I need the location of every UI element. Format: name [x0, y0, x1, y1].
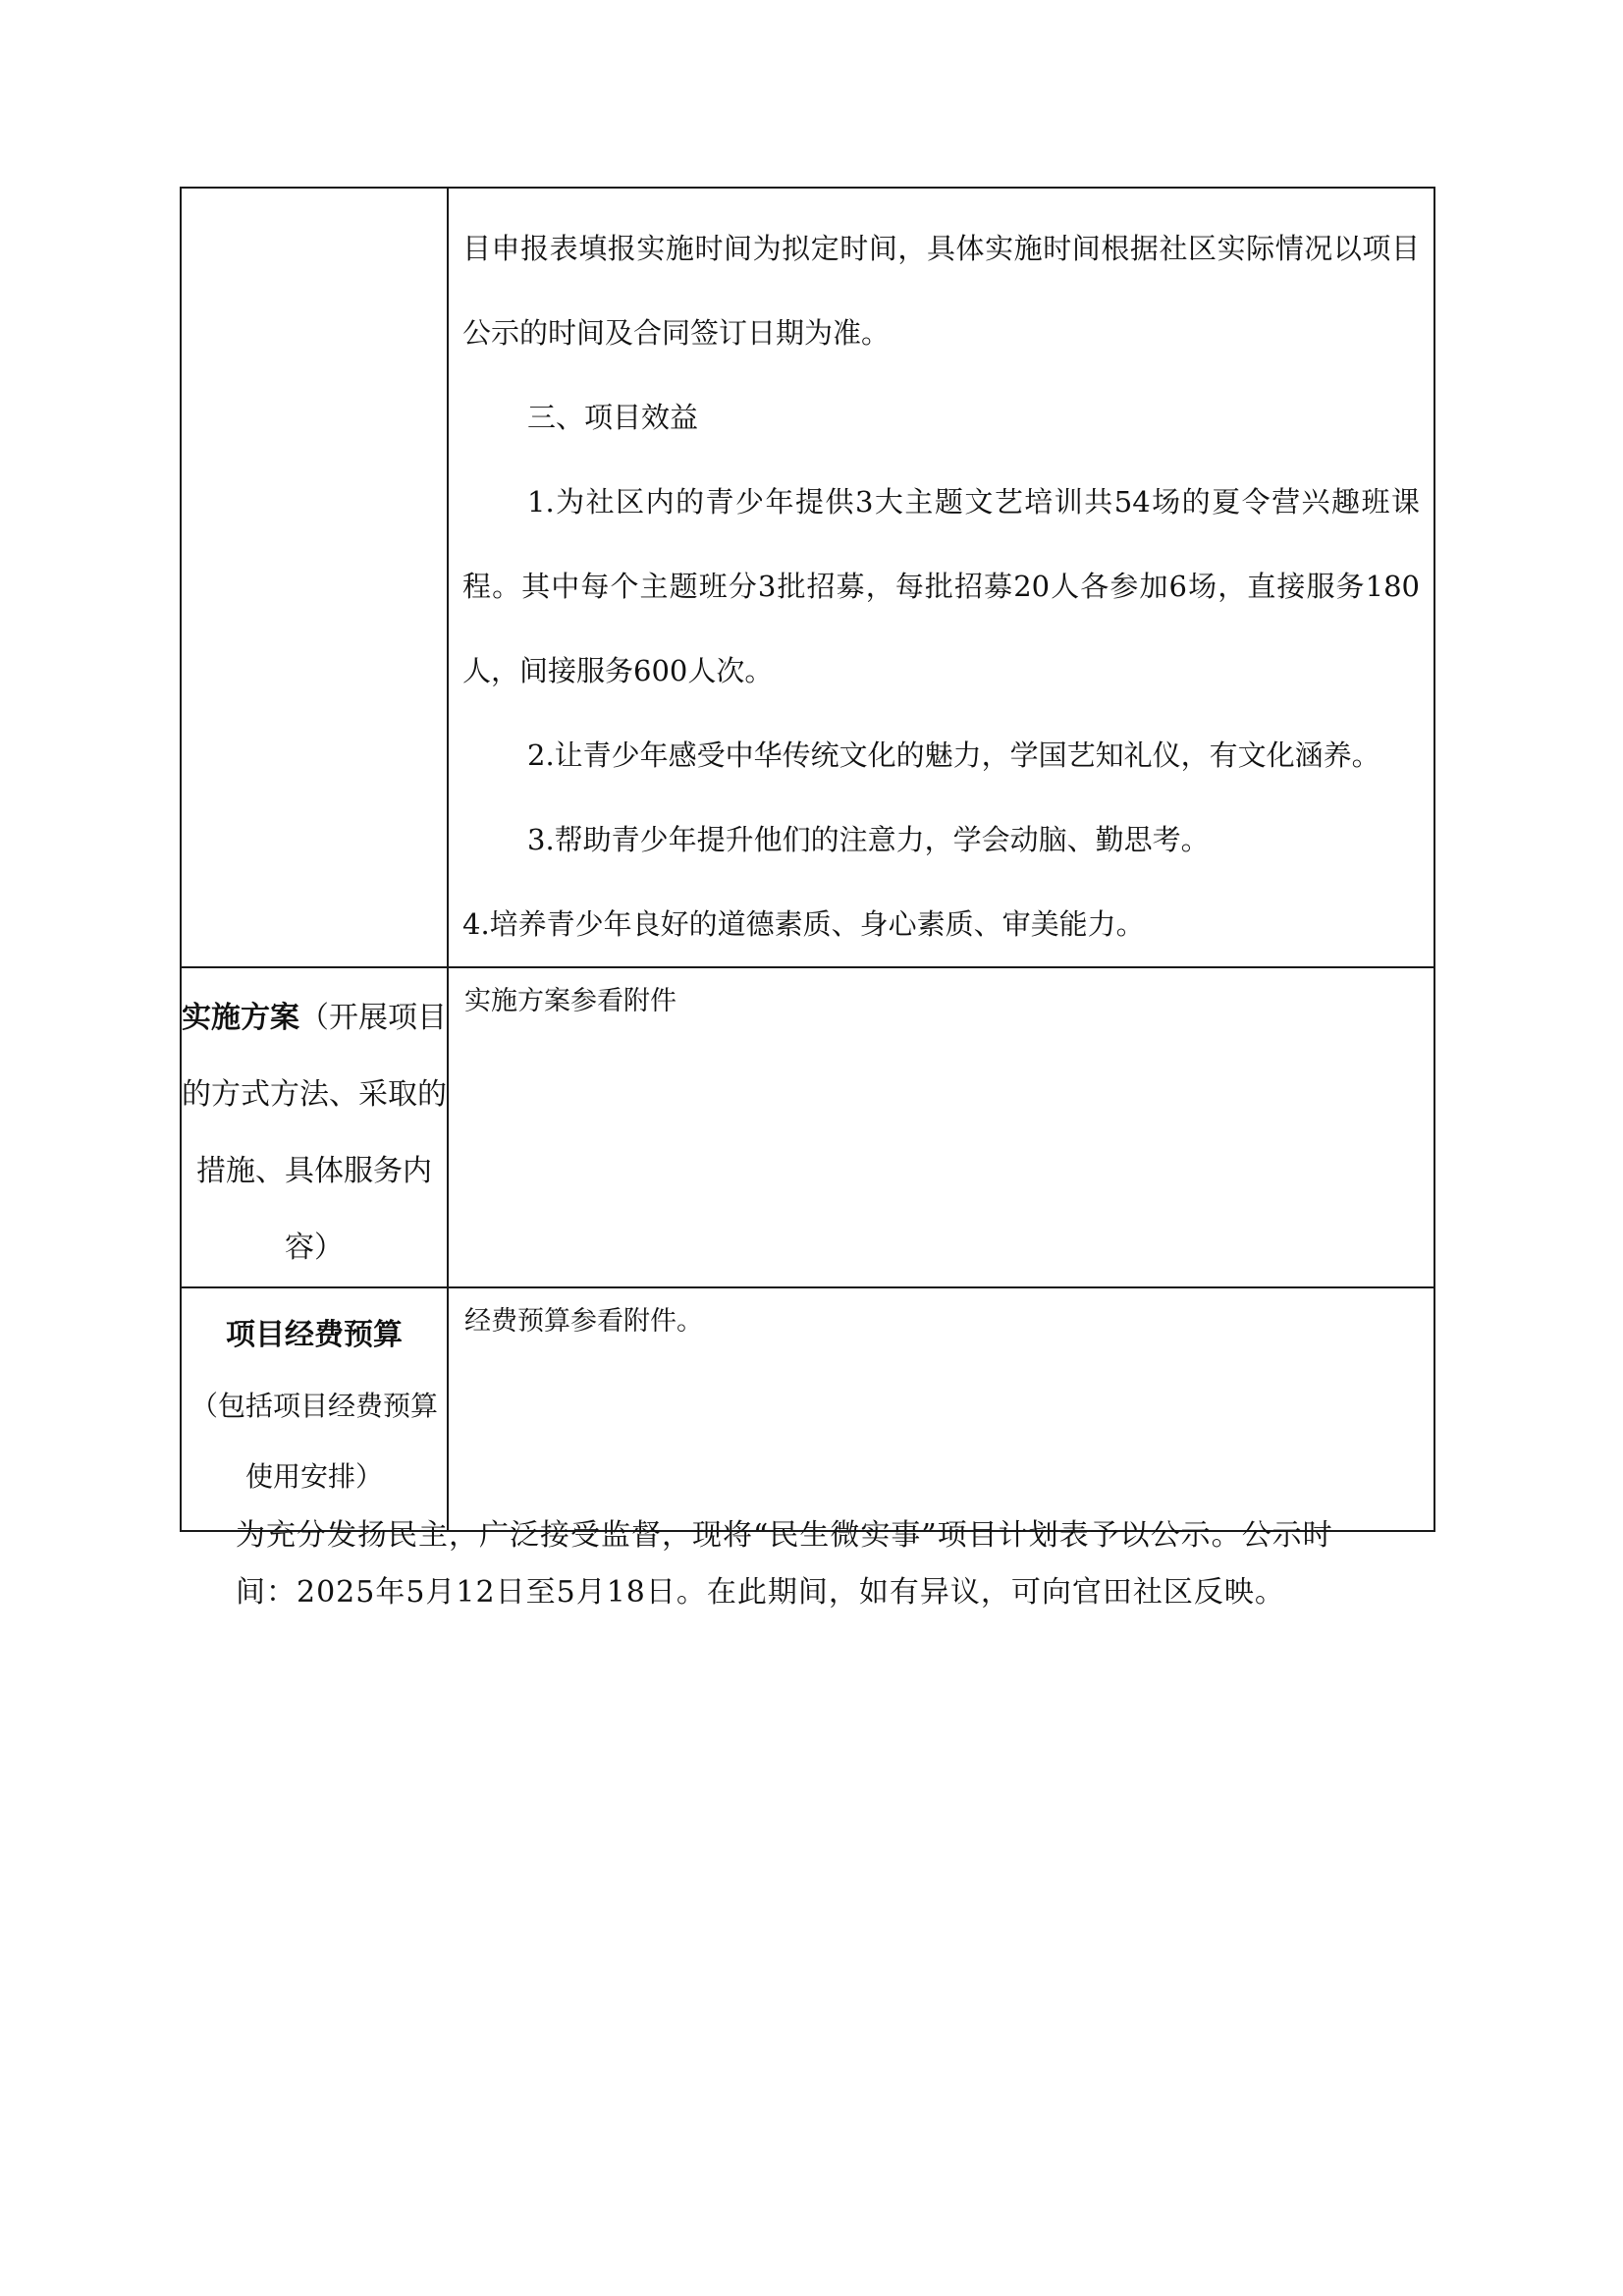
public-notice: [236, 1507, 1384, 1621]
benefit-item-3: 3.帮助青少年提升他们的注意力，学会动脑、勤思考。: [527, 823, 1210, 856]
plan-label-desc: （开展项目的方式方法、采取的措施、具体服务内容）: [182, 1001, 447, 1265]
benefit-item-1: 1.为社区内的青少年提供3大主题文艺培训共54场的夏令营兴趣班课程。其中每个主题班分3批招募，每批招募20人各参加6场，直接服务180人，间接服务600人次。: [462, 485, 1420, 687]
continuation-row: [181, 188, 1434, 967]
benefit-item-2: 2.让青少年感受中华传统文化的魅力，学国艺知礼仪，有文化涵养。: [527, 738, 1380, 772]
continuation-content-cell: [448, 188, 1434, 967]
plan-label-cell: [181, 967, 448, 1287]
budget-label-cell: [181, 1287, 448, 1531]
budget-content-cell: [448, 1287, 1434, 1531]
public-notice-text: 为充分发扬民主，广泛接受监督，现将“民生微实事”项目计划表予以公示。公示时间：2025年5月12日至5月18日。在此期间，如有异议，可向官田社区反映。: [236, 1518, 1333, 1610]
budget-row: [181, 1287, 1434, 1531]
continuation-label-cell: [181, 188, 448, 967]
plan-label-title: 实施方案: [182, 1001, 299, 1035]
implementation-time-note: 目申报表填报实施时间为拟定时间，具体实施时间根据社区实际情况以项目公示的时间及合同签订日期为准。: [462, 232, 1420, 350]
plan-row: [181, 967, 1434, 1287]
plan-content: 实施方案参看附件: [464, 986, 676, 1016]
plan-content-cell: [448, 967, 1434, 1287]
budget-label-title: 项目经费预算: [226, 1318, 403, 1352]
benefit-item-4: 4.培养青少年良好的道德素质、身心素质、审美能力。: [462, 907, 1145, 941]
project-table: [180, 187, 1435, 1532]
budget-content: 经费预算参看附件。: [464, 1306, 703, 1337]
budget-label-desc: （包括项目经费预算使用安排）: [189, 1390, 438, 1493]
benefits-heading: 三、项目效益: [527, 401, 699, 434]
